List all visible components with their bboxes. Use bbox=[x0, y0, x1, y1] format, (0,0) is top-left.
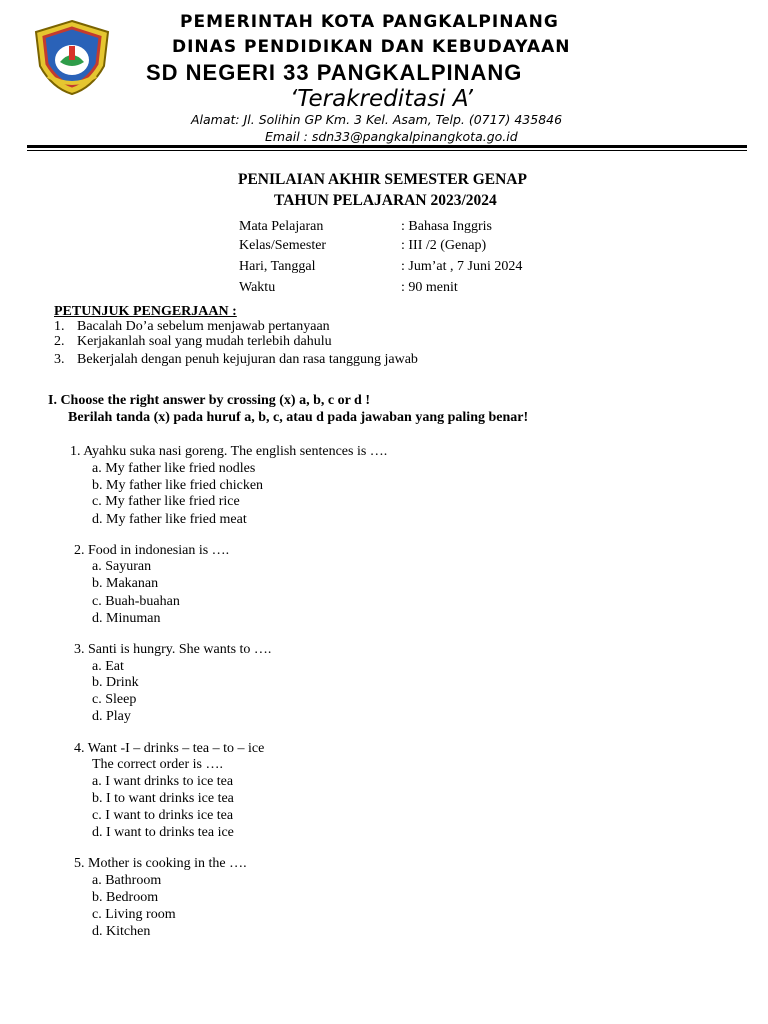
section-heading: I. Choose the right answer by crossing (x) a, b, c or d ! bbox=[48, 393, 371, 408]
letterhead-accreditation: ‘Terakreditasi A’ bbox=[290, 86, 473, 112]
answer-option: d. Kitchen bbox=[92, 924, 151, 939]
answer-option: d. My father like fried meat bbox=[92, 512, 247, 527]
school-logo bbox=[30, 18, 114, 96]
info-value: : 90 menit bbox=[401, 280, 458, 295]
instruction-text: Bekerjalah dengan penuh kejujuran dan rasa tanggung jawab bbox=[77, 352, 418, 367]
answer-option: b. Bedroom bbox=[92, 890, 159, 905]
instruction-text: Bacalah Do’a sebelum menjawab pertanyaan bbox=[77, 319, 330, 334]
answer-option: d. Minuman bbox=[92, 611, 161, 626]
answer-option: b. Drink bbox=[92, 675, 139, 690]
info-label: Mata Pelajaran bbox=[239, 219, 324, 234]
answer-option: a. My father like fried nodles bbox=[92, 461, 256, 476]
instruction-number: 2. bbox=[54, 334, 65, 349]
answer-option: a. Sayuran bbox=[92, 559, 152, 574]
answer-option: b. My father like fried chicken bbox=[92, 478, 264, 493]
answer-option: c. Living room bbox=[92, 907, 176, 922]
answer-option: a. Eat bbox=[92, 659, 124, 674]
info-value: : III /2 (Genap) bbox=[401, 238, 487, 253]
question-subtext: The correct order is …. bbox=[92, 757, 223, 772]
answer-option: a. I want drinks to ice tea bbox=[92, 774, 234, 789]
letterhead-school-name: SD NEGERI 33 PANGKALPINANG bbox=[146, 60, 523, 85]
info-value: : Jum’at , 7 Juni 2024 bbox=[401, 259, 523, 274]
instruction-number: 3. bbox=[54, 352, 65, 367]
instruction-number: 1. bbox=[54, 319, 65, 334]
answer-option: c. I want to drinks ice tea bbox=[92, 808, 234, 823]
answer-option: c. Sleep bbox=[92, 692, 137, 707]
letterhead-email: Email : sdn33@pangkalpinangkota.go.id bbox=[265, 129, 518, 144]
answer-option: d. Play bbox=[92, 709, 131, 724]
question-text: 1. Ayahku suka nasi goreng. The english sentences is …. bbox=[70, 444, 388, 459]
question-text: 4. Want -I – drinks – tea – to – ice bbox=[74, 741, 265, 756]
letterhead-government: PEMERINTAH KOTA PANGKALPINANG bbox=[180, 12, 559, 32]
info-label: Waktu bbox=[239, 280, 276, 295]
exam-year: TAHUN PELAJARAN 2023/2024 bbox=[274, 192, 497, 209]
info-label: Kelas/Semester bbox=[239, 238, 327, 253]
exam-title: PENILAIAN AKHIR SEMESTER GENAP bbox=[238, 171, 527, 188]
letterhead-address: Alamat: Jl. Solihin GP Km. 3 Kel. Asam, Telp. (0717) 435846 bbox=[191, 112, 563, 127]
instructions-heading: PETUNJUK PENGERJAAN : bbox=[54, 304, 237, 319]
info-label: Hari, Tanggal bbox=[239, 259, 316, 274]
answer-option: c. My father like fried rice bbox=[92, 494, 240, 509]
letterhead-department: DINAS PENDIDIKAN DAN KEBUDAYAAN bbox=[172, 37, 571, 57]
answer-option: a. Bathroom bbox=[92, 873, 162, 888]
question-text: 2. Food in indonesian is …. bbox=[74, 543, 230, 558]
section-instruction: Berilah tanda (x) pada huruf a, b, c, atau d pada jawaban yang paling benar! bbox=[68, 410, 529, 425]
question-text: 3. Santi is hungry. She wants to …. bbox=[74, 642, 272, 657]
answer-option: c. Buah-buahan bbox=[92, 594, 180, 609]
question-text: 5. Mother is cooking in the …. bbox=[74, 856, 247, 871]
info-value: : Bahasa Inggris bbox=[401, 219, 492, 234]
answer-option: b. I to want drinks ice tea bbox=[92, 791, 234, 806]
letterhead-divider bbox=[27, 145, 747, 148]
answer-option: d. I want to drinks tea ice bbox=[92, 825, 234, 840]
instruction-text: Kerjakanlah soal yang mudah terlebih dahulu bbox=[77, 334, 332, 349]
answer-option: b. Makanan bbox=[92, 576, 159, 591]
letterhead-divider-thin bbox=[27, 150, 747, 151]
